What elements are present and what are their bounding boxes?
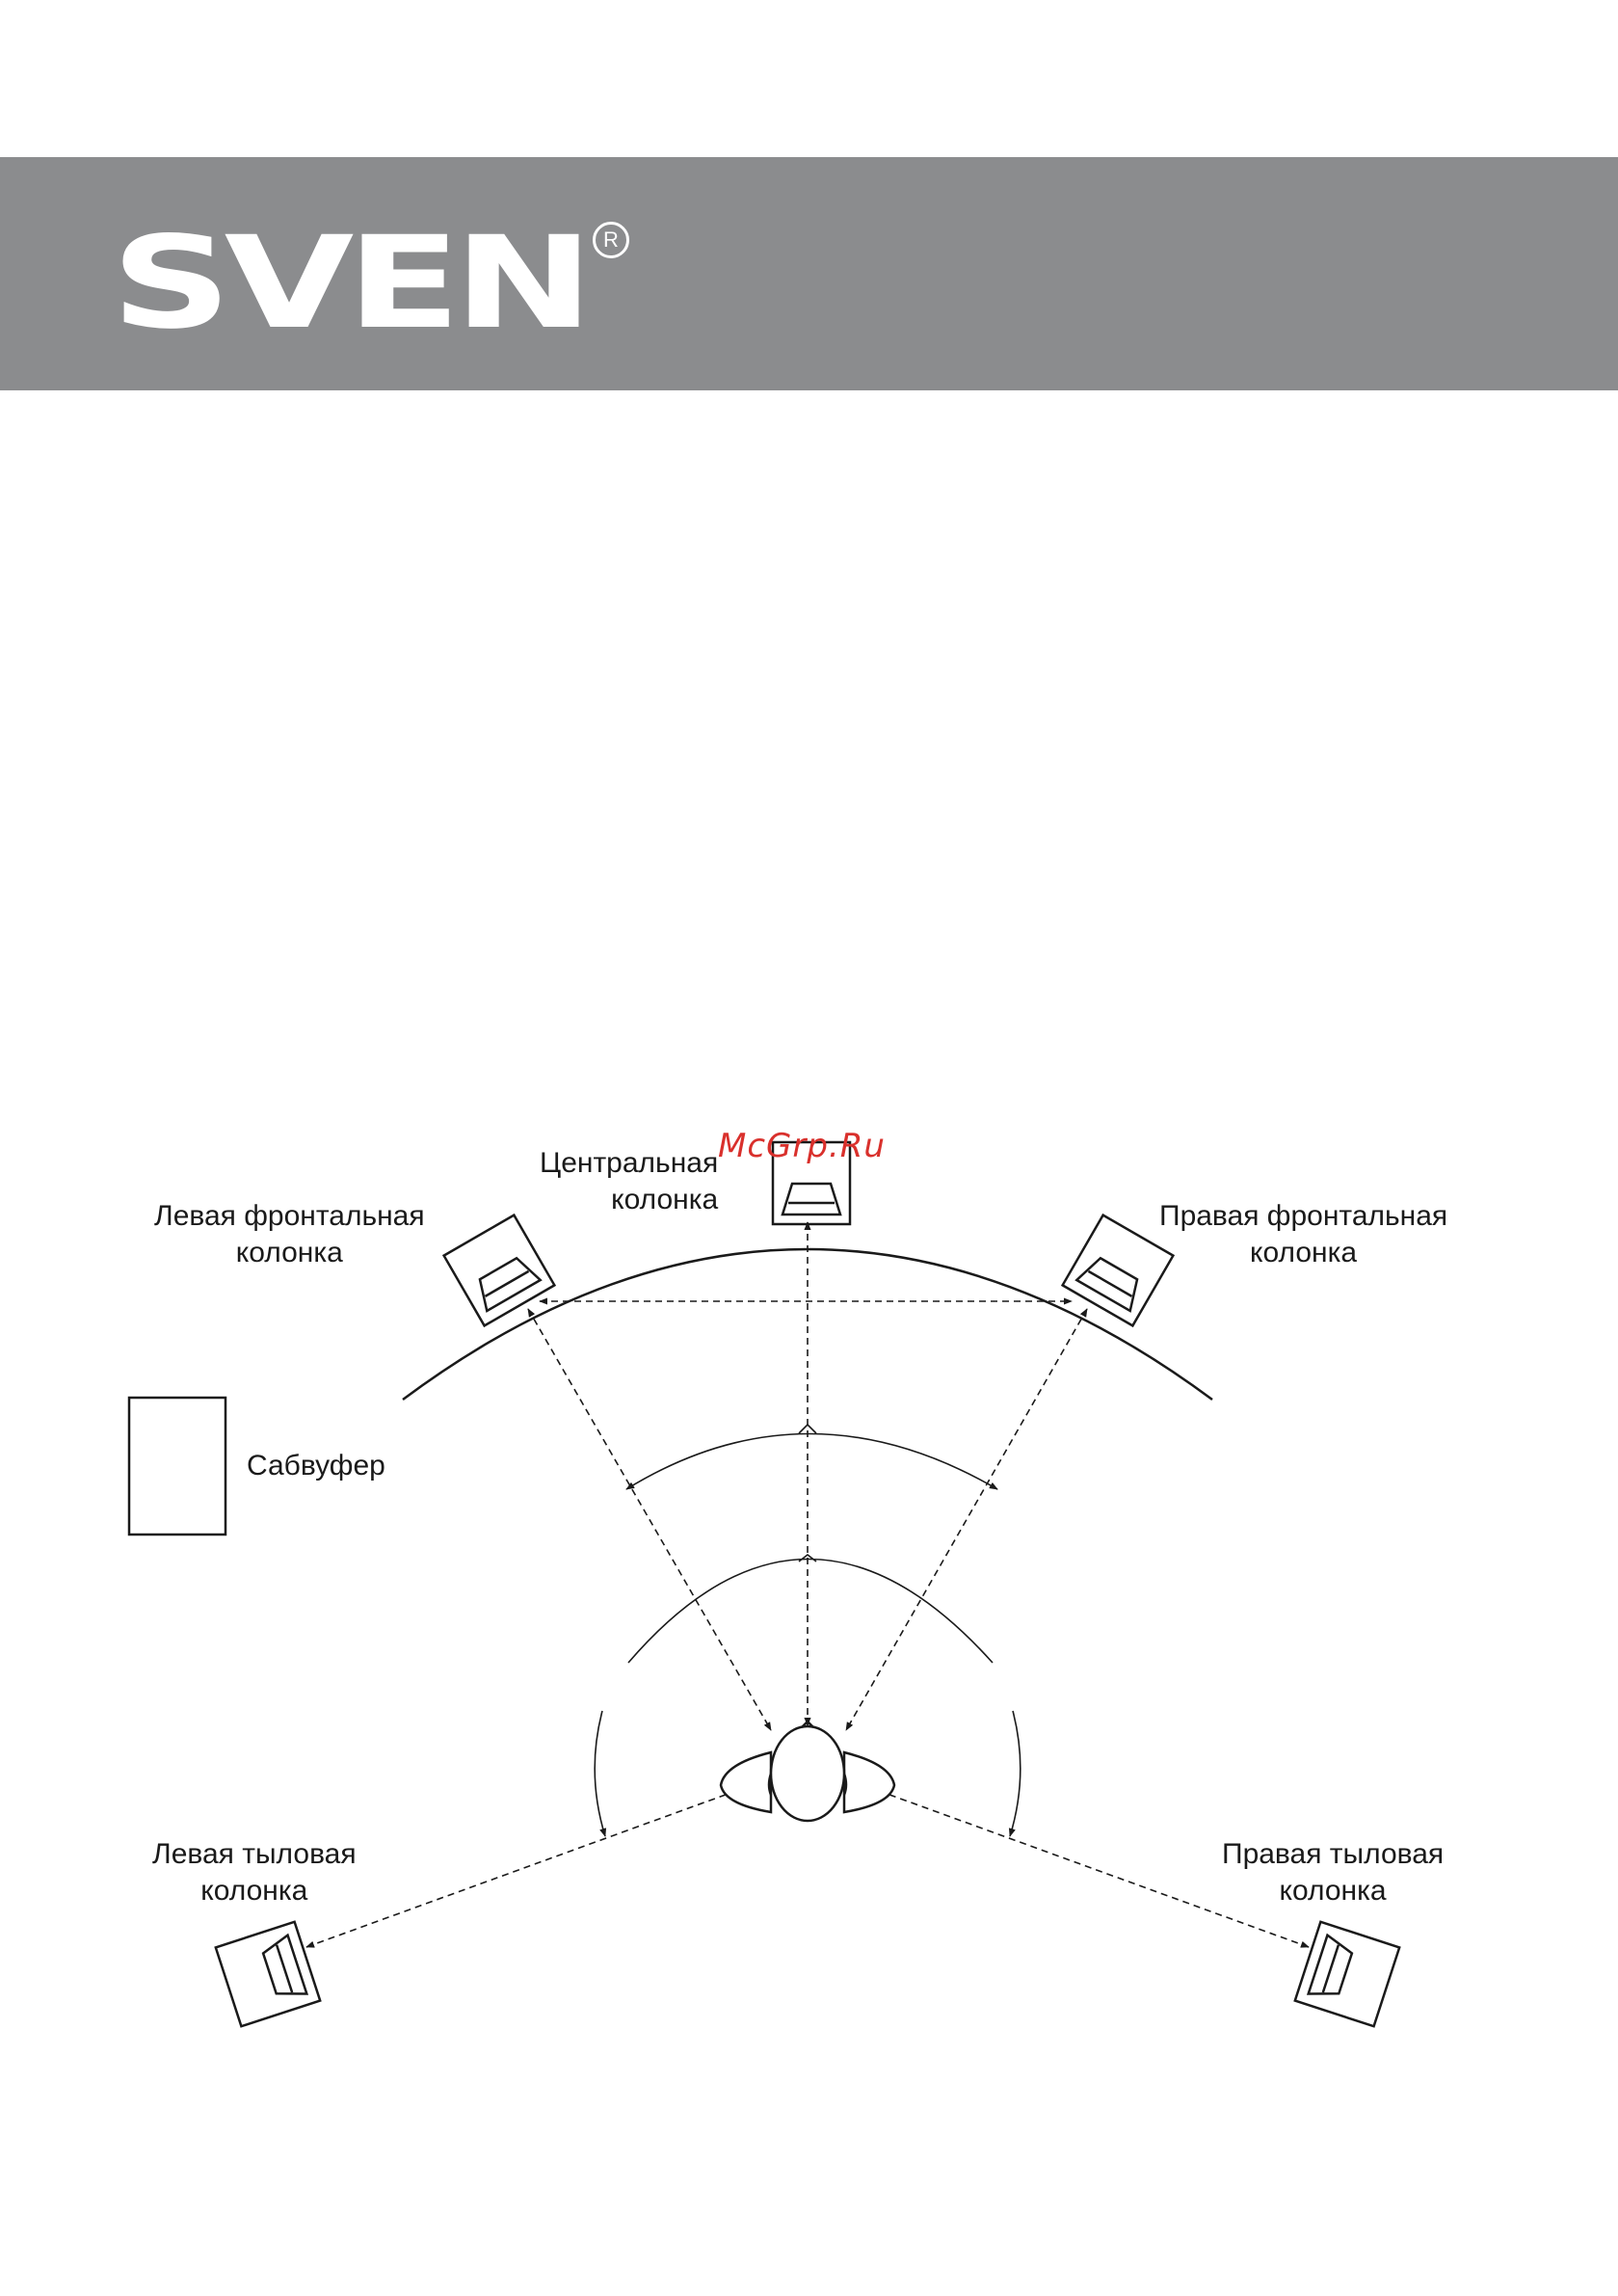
front-right-listener-line [846,1309,1087,1730]
sven-logo: SVEN [111,209,587,358]
watermark-text: McGrp.Ru [718,1127,886,1165]
front-left-speaker-icon [444,1215,555,1326]
rear-left-listener-line [306,1788,744,1947]
front-left-listener-line [528,1309,771,1730]
label-rear-right-speaker: Правая тыловая колонка [1222,1838,1445,1907]
subwoofer-icon [129,1398,225,1535]
registered-trademark-icon: R [593,222,629,258]
label-front-left-speaker: Левая фронтальная колонка [154,1200,425,1268]
rear-left-speaker-icon [216,1922,320,2026]
label-subwoofer: Сабвуфер [247,1450,385,1482]
rear-right-speaker-icon [1295,1922,1399,2026]
label-front-right-speaker: Правая фронтальная колонка [1159,1200,1448,1268]
rear-right-angle-arc [1010,1711,1021,1836]
label-center-speaker: Центральная колонка [540,1147,719,1215]
label-rear-left-speaker: Левая тыловая колонка [152,1838,357,1907]
center-angle-arc [628,1560,993,1664]
front-right-speaker-icon [1063,1215,1174,1326]
rear-left-angle-arc [595,1711,605,1836]
listener-icon [721,1722,894,1821]
front-angle-arc [626,1434,997,1490]
